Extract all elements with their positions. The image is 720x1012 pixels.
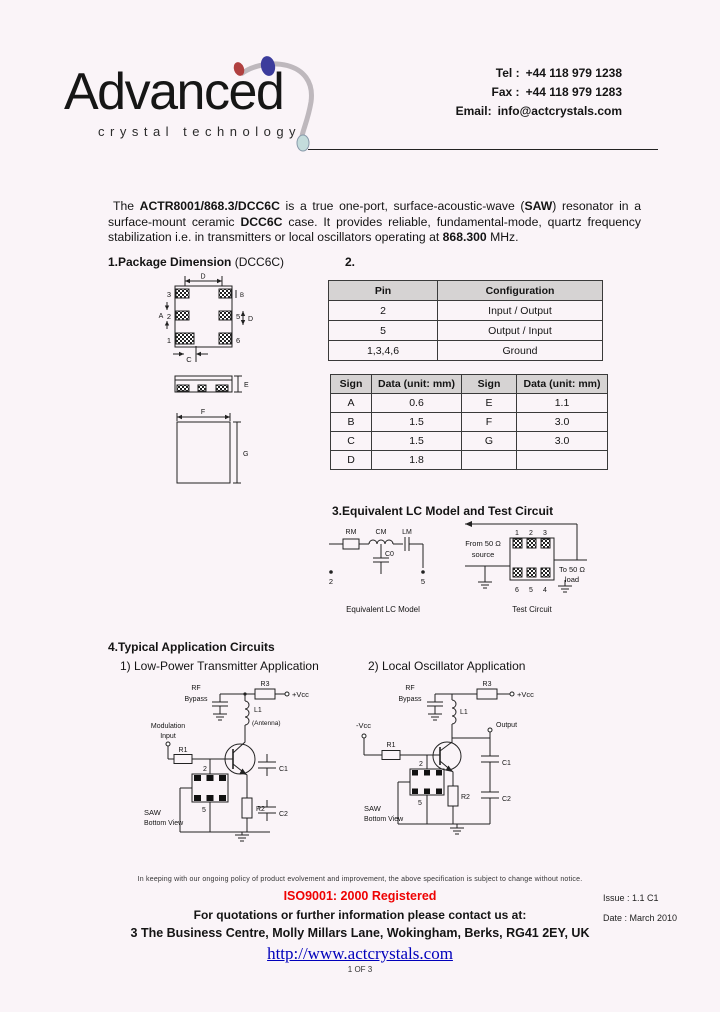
lc-model-schematic [329,537,423,574]
tc-pin4: 4 [543,587,547,594]
top-view-pads [176,289,231,344]
data-cell: 1.5 [372,413,462,432]
pin-table-header: Configuration [438,281,603,301]
dim-table-header: Data (unit: mm) [372,375,462,394]
pin-table-header: Pin [329,281,438,301]
dim-label-g: G [243,451,249,458]
section1-suffix: (DCC6C) [231,255,285,269]
r2-label: R2 [256,806,265,813]
side-view [175,376,242,392]
logo-tagline: crystal technology [98,124,302,139]
pin-label-3: 3 [166,290,171,299]
table-row [331,451,608,470]
test-circuit-caption: Test Circuit [512,605,552,614]
data-cell: 1.5 [372,432,462,451]
l1-label: L1 [254,707,262,714]
rf-bypass-label2: Bypass [184,696,208,703]
test-circuit-pads [513,539,550,577]
company-address: 3 The Business Centre, Molly Millars Lane, Wokingham, Berks, RG41 2EY, UK [130,926,590,940]
sign-cell: C [331,432,372,451]
c0-label: C0 [385,551,394,558]
iso-registered-text: ISO9001: 2000 Registered [283,889,437,903]
saw-pin2-label: 2 [203,766,207,773]
tc-pin5: 5 [529,587,533,594]
sign-cell [462,451,517,470]
page-number: 1 OF 3 [347,965,373,974]
intro-text: case. It provides reliable, fundamental-mode, quartz frequency stabilization i.e. in transmitters or local oscillators operating at [108,214,641,244]
data-cell: 3.0 [517,413,608,432]
l1-label: L1 [460,709,468,716]
c1-label: C1 [502,760,511,767]
email-label: Email: [455,104,492,118]
saw-pin5-label: 5 [202,807,206,814]
r3-label: R3 [482,681,492,688]
circuit2-wires [364,689,510,834]
tc-pin1: 1 [515,530,519,537]
pin-label-6: 6 [236,336,241,345]
part-number: ACTR8001/868.3/DCC6C [139,199,280,213]
pin-label-1: 1 [166,336,171,345]
rf-bypass-label2: Bypass [398,696,422,703]
r2-label: R2 [461,794,470,801]
transmitter-application-circuit [130,674,335,852]
tc-pin3: 3 [543,530,547,537]
issue-date: Date : March 2010 [603,913,678,923]
table-row [331,394,608,413]
dimension-table [330,374,608,470]
pin-cell: 1,3,4,6 [329,341,438,361]
dim-label-c: C [186,355,192,364]
frequency-value: 868.300 [442,230,487,244]
intro-paragraph [108,199,641,246]
sign-cell: D [331,451,372,470]
from-source-label: From 50 Ω [465,539,501,548]
output-label: Output [496,722,518,729]
oscillator-application-circuit [352,674,564,852]
section2-heading: 2. [345,255,356,269]
neg-vcc-label: -Vcc [356,721,371,730]
sign-cell: B [331,413,372,432]
saw-pin2-label: 2 [419,761,423,768]
table-row [331,413,608,432]
email-value: info@actcrystals.com [497,104,622,118]
tel-label: Tel : [495,66,520,80]
contact-tel [398,64,622,83]
sign-cell: G [462,432,517,451]
pin-configuration-table [328,280,603,361]
saw-pin5-label: 5 [418,800,422,807]
header-divider [308,149,658,150]
modulation-label2: Input [160,733,176,740]
dim-label-e: E [244,382,249,389]
circuit1-wires [168,689,285,841]
tel-value: +44 118 979 1238 [525,66,622,80]
dim-table-header: Sign [462,375,517,394]
rf-bypass-label: RF [191,685,201,692]
saw-abbrev: SAW [524,199,553,213]
website-link-container [0,944,720,964]
data-cell: 0.6 [372,394,462,413]
sign-cell: A [331,394,372,413]
website-link[interactable]: http://www.actcrystals.com [267,944,453,963]
dim-table-header: Data (unit: mm) [517,375,608,394]
r3-label: R3 [260,681,270,688]
contact-block [398,64,622,121]
to-load-label: To 50 Ω [558,565,586,574]
modulation-label: Modulation [150,723,186,730]
footer-disclaimer: In keeping with our ongoing policy of product evolvement and improvement, the above specification is subject to change without notice. [137,876,583,883]
table-row [329,341,603,361]
rm-label: RM [345,529,357,536]
vcc-label: +Vcc [292,690,309,699]
pin-cell: 5 [329,321,438,341]
antenna-label: (Antenna) [252,720,281,727]
sign-cell: E [462,394,517,413]
lc-model-and-test-circuit [325,516,595,620]
dim-label-f: F [200,409,206,416]
intro-text: The [113,199,140,213]
package-dimension-diagram [140,272,325,500]
cm-label: CM [375,529,387,536]
case-name: DCC6C [240,214,283,229]
pin-cell: 2 [329,301,438,321]
dim-label-b: B [240,293,245,299]
saw-pads-bottom-view [412,770,442,794]
section3-heading: 3.Equivalent LC Model and Test Circuit [332,504,554,518]
pin-label-5: 5 [236,312,241,321]
data-cell: 3.0 [517,432,608,451]
config-cell: Ground [438,341,603,361]
table-row [329,321,603,341]
c2-label: C2 [279,811,288,818]
logo-brand: Advanced [64,63,284,121]
section1-title: 1.Package Dimension [108,255,232,269]
dim-label-d-right: D [248,316,254,323]
data-cell [517,451,608,470]
terminal2-label: 2 [328,577,334,586]
intro-text: is a true one-port, surface-acoustic-wave ( [279,199,525,213]
r1-label: R1 [386,742,396,749]
table-row [329,301,603,321]
data-cell: 1.1 [517,394,608,413]
config-cell: Input / Output [438,301,603,321]
lc-model-caption: Equivalent LC Model [346,605,420,614]
dim-label-d-top: D [200,273,206,281]
r1-label: R1 [178,747,188,754]
intro-text: ) resonator in a surface-mount ceramic [108,199,642,229]
issue-number: Issue : 1.1 C1 [603,893,659,903]
bottom-view [177,413,241,483]
lm-label: LM [402,529,412,536]
section1-heading [108,255,284,269]
pin-label-2: 2 [166,312,171,321]
c1-label: C1 [279,766,288,773]
saw-bottom-view-label: Bottom View [144,820,184,827]
data-cell: 1.8 [372,451,462,470]
sign-cell: F [462,413,517,432]
section4-heading: 4.Typical Application Circuits [108,640,275,654]
vcc-label: +Vcc [517,690,534,699]
contact-fax [398,83,622,102]
footer-contact-line: For quotations or further information please contact us at: [193,908,527,922]
app2-subheading: 2) Local Oscillator Application [368,659,526,673]
saw-label: SAW [144,808,161,817]
table-row [331,432,608,451]
c2-label: C2 [502,796,511,803]
from-source-label2: source [471,550,495,559]
tc-pin6: 6 [515,587,519,594]
to-load-label2: load [564,575,580,584]
fax-label: Fax : [491,85,520,99]
saw-bottom-view-label: Bottom View [364,816,404,823]
contact-email [398,102,622,121]
fax-value: +44 118 979 1283 [525,85,622,99]
terminal5-label: 5 [420,577,426,586]
tc-pin2: 2 [529,530,533,537]
rf-bypass-label: RF [405,685,415,692]
saw-label: SAW [364,804,381,813]
dim-label-a: A [158,313,164,320]
saw-pads-bottom-view [194,775,226,801]
dim-table-header: Sign [331,375,372,394]
intro-text: MHz. [486,230,519,244]
app1-subheading: 1) Low-Power Transmitter Application [120,659,319,673]
config-cell: Output / Input [438,321,603,341]
